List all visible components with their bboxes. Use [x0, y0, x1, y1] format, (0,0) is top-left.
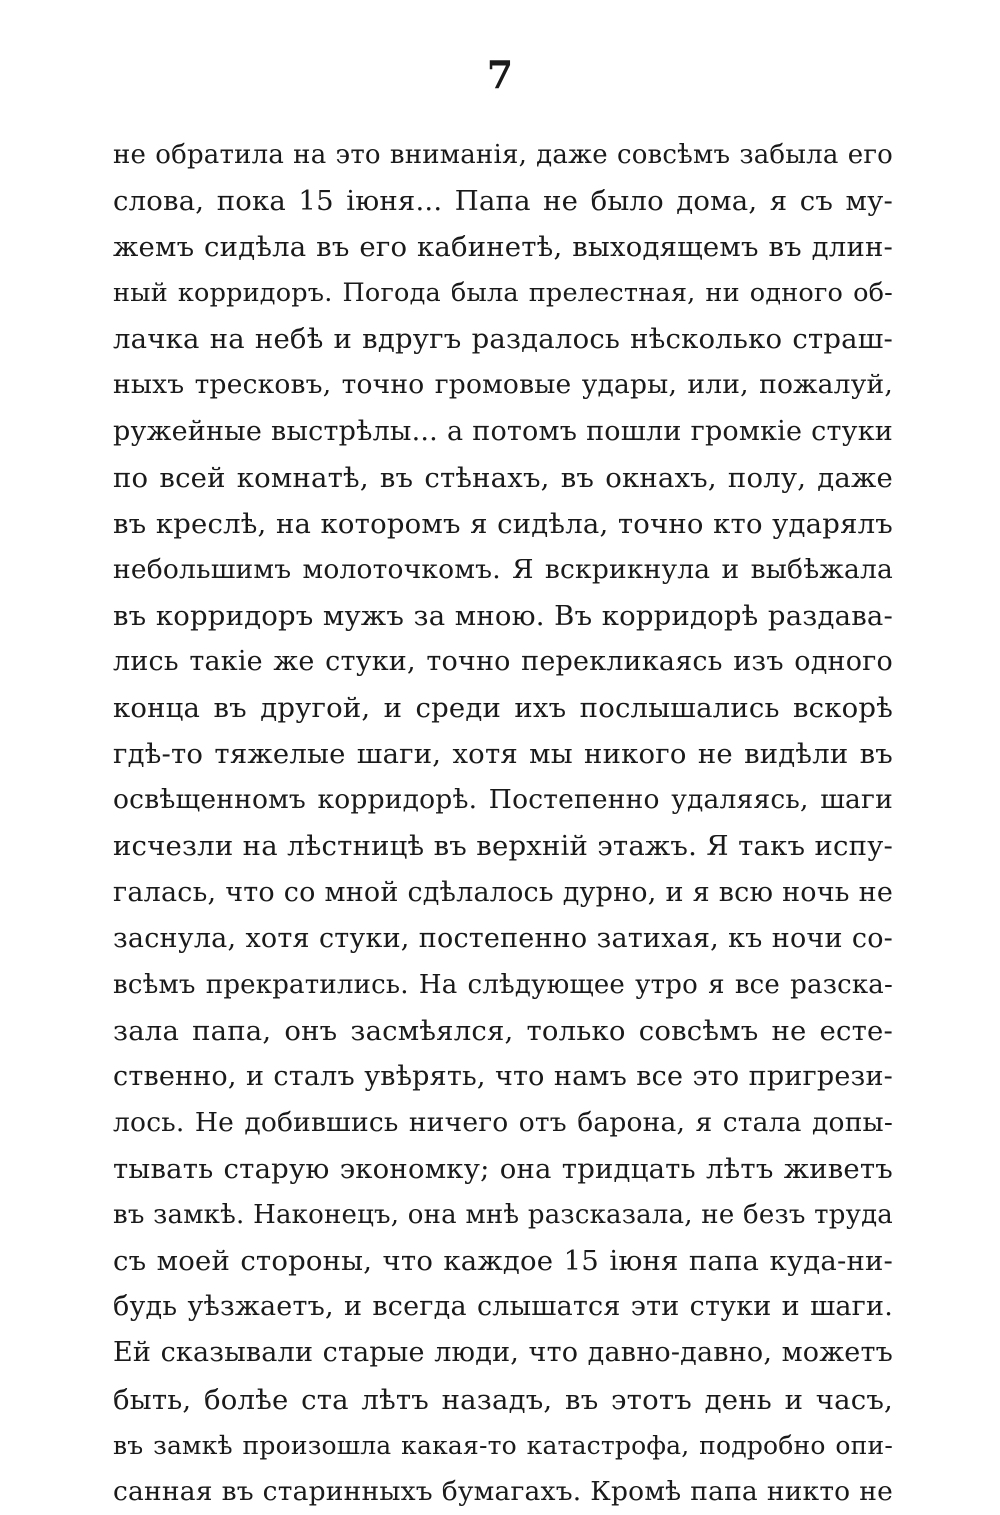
text-line: освѣщенномъ корридорѣ. Постепенно удаляясь, шаги — [113, 784, 893, 816]
text-line: въ замкѣ произошла какая-то катастрофа, подробно опи- — [113, 1430, 893, 1460]
text-line: всѣмъ прекратились. На слѣдующее утро я все разска- — [113, 969, 893, 1000]
text-line: съ моей стороны, что каждое 15 іюня папа куда-ни- — [113, 1245, 893, 1278]
text-line: ственно, и сталъ увѣрять, что намъ все это пригрези- — [113, 1060, 893, 1092]
text-line: тывать старую экономку; она тридцать лѣтъ живетъ — [113, 1153, 893, 1186]
text-line: конца въ другой, и среди ихъ послышались вскорѣ — [113, 692, 893, 725]
text-line: будь уѣзжаетъ, и всегда слышатся эти стуки и шаги. — [113, 1291, 893, 1323]
text-line: заснула, хотя стуки, постепенно затихая, къ ночи со- — [113, 922, 893, 954]
text-line: быть, болѣе ста лѣтъ назадъ, въ этотъ день и часъ, — [113, 1383, 893, 1416]
page-number: 7 — [486, 52, 514, 97]
text-line: галась, что со мной сдѣлалось дурно, и я всю ночь не — [113, 876, 893, 908]
text-line: лись такіе же стуки, точно перекликаясь изъ одного — [113, 646, 893, 678]
body-text — [113, 132, 893, 1515]
text-line: не обратила на это вниманія, даже совсѣмъ забыла его — [113, 140, 893, 170]
text-line: Ей сказывали старые люди, что давно-давно, можетъ — [113, 1337, 893, 1369]
text-line: въ корридоръ мужъ за мною. Въ корридорѣ раздава- — [113, 599, 893, 632]
text-line: ный корридоръ. Погода была прелестная, ни одного об- — [113, 278, 893, 309]
text-line: лачка на небѣ и вдругъ раздалось нѣсколько страш- — [113, 323, 893, 356]
text-line: небольшимъ молоточкомъ. Я вскрикнула и выбѣжала — [113, 553, 893, 585]
text-line: лось. Не добившись ничего отъ барона, я стала допы- — [113, 1106, 893, 1138]
text-line: ныхъ тресковъ, точно громовые удары, или, пожалуй, — [113, 369, 893, 401]
text-line: зала папа, онъ засмѣялся, только совсѣмъ не есте- — [113, 1014, 893, 1047]
text-line: жемъ сидѣла въ его кабинетѣ, выходящемъ въ длин- — [113, 231, 893, 264]
text-line: санная въ старинныхъ бумагахъ. Кромѣ папа никто не — [113, 1475, 893, 1507]
text-line: въ креслѣ, на которомъ я сидѣла, точно кто ударялъ — [113, 507, 893, 540]
text-line: слова, пока 15 іюня... Папа не было дома, я съ му- — [113, 185, 893, 218]
text-line: ружейные выстрѣлы... а потомъ пошли громкіе стуки — [113, 415, 893, 447]
text-line: гдѣ-то тяжелые шаги, хотя мы никого не видѣли въ — [113, 738, 893, 771]
text-line: исчезли на лѣстницѣ въ верхній этажъ. Я такъ испу- — [113, 830, 893, 863]
text-line: по всей комнатѣ, въ стѣнахъ, въ окнахъ, полу, даже — [113, 461, 893, 494]
text-line: въ замкѣ. Наконецъ, она мнѣ разсказала, не безъ труда — [113, 1200, 893, 1231]
